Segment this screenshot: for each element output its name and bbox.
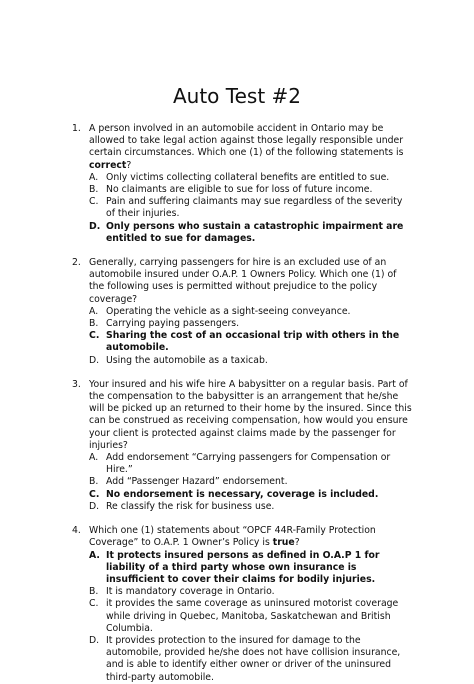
option-a xyxy=(89,452,414,476)
option-text: it provides the same coverage as uninsured motorist coverage while driving in Quebec, Manitoba, Saskatchewan and British Columbia. xyxy=(106,598,399,634)
option-text: It is mandatory coverage in Ontario. xyxy=(106,586,275,598)
option-letter: C. xyxy=(89,196,99,208)
question-text-end: ? xyxy=(126,159,132,171)
option-text: No endorsement is necessary, coverage is included. xyxy=(106,488,379,500)
option-d xyxy=(89,501,414,513)
question-text-part: A person involved in an automobile accident in Ontario may be allowed to take legal action against those legally responsible under certain circumstances. Which one (1) of the following statements is xyxy=(89,123,404,159)
question-keyword: true xyxy=(272,537,295,549)
question-text xyxy=(89,123,414,172)
option-letter: B. xyxy=(89,476,99,488)
option-b xyxy=(89,476,414,488)
option-d-correct xyxy=(89,221,414,245)
question-number: 4. xyxy=(72,525,81,537)
option-letter: D. xyxy=(89,220,101,232)
option-text: Add “Passenger Hazard” endorsement. xyxy=(106,476,288,488)
question-number: 2. xyxy=(72,257,81,269)
option-letter: A. xyxy=(89,549,100,561)
question-text: Your insured and his wife hire A babysitter on a regular basis. Part of the compensation to the babysitter is an arrangement that he/she will be picked up an returned to their home by the insured. Since this can be construed as receiving compensation, how would you ensure your client is protected against claims made by the passenger for injuries? xyxy=(89,378,412,451)
option-text: Using the automobile as a taxicab. xyxy=(106,354,268,366)
option-b xyxy=(89,318,414,330)
option-letter: A. xyxy=(89,452,99,464)
option-list xyxy=(89,306,414,367)
option-letter: C. xyxy=(89,598,99,610)
option-text: Carrying paying passengers. xyxy=(106,318,240,330)
option-c xyxy=(89,598,414,635)
option-text: Pain and suffering claimants may sue regardless of the severity of their injuries. xyxy=(106,196,403,220)
option-letter: D. xyxy=(89,634,100,646)
option-a xyxy=(89,172,414,184)
option-letter: C. xyxy=(89,488,100,500)
option-a-correct xyxy=(89,550,414,587)
option-c-correct xyxy=(89,330,414,354)
option-text: Add endorsement “Carrying passengers for Compensation or Hire.” xyxy=(106,452,391,476)
option-text: Operating the vehicle as a sight-seeing conveyance. xyxy=(106,305,351,317)
option-d xyxy=(89,355,414,367)
question-text-part: Which one (1) statements about “OPCF 44R-Family Protection Coverage” to O.A.P. 1 Owner’s Policy is xyxy=(89,525,376,549)
option-list xyxy=(89,172,414,245)
option-letter: B. xyxy=(89,586,99,598)
option-list xyxy=(89,452,414,513)
option-letter: A. xyxy=(89,171,99,183)
option-c xyxy=(89,196,414,220)
option-letter: B. xyxy=(89,184,99,196)
option-c-correct xyxy=(89,489,414,501)
question-3 xyxy=(72,379,414,513)
question-text-end: ? xyxy=(294,537,300,549)
option-d xyxy=(89,635,414,684)
option-letter: A. xyxy=(89,305,99,317)
question-4 xyxy=(72,525,414,684)
option-text: Sharing the cost of an occasional trip with others in the automobile. xyxy=(106,330,400,354)
question-list xyxy=(72,123,414,684)
question-text: Generally, carrying passengers for hire is an excluded use of an automobile insured under O.A.P. 1 Owners Policy. Which one (1) of the following uses is permitted without prejudice to the policy coverage? xyxy=(89,257,397,305)
option-text: It protects insured persons as defined in O.A.P 1 for liability of a third party whose own insurance is insufficient to cover their claims for bodily injuries. xyxy=(106,549,380,585)
page-title: Auto Test #2 xyxy=(172,84,302,108)
question-2 xyxy=(72,257,414,367)
question-number: 3. xyxy=(72,378,81,390)
question-number: 1. xyxy=(72,123,81,134)
option-text: Only persons who sustain a catastrophic impairment are entitled to sue for damages. xyxy=(106,220,404,244)
question-keyword: correct xyxy=(89,159,127,171)
option-a xyxy=(89,306,414,318)
option-text: No claimants are eligible to sue for loss of future income. xyxy=(106,184,373,196)
option-letter: D. xyxy=(89,354,100,366)
option-text: Re classify the risk for business use. xyxy=(106,500,275,512)
option-list xyxy=(89,550,414,684)
question-1 xyxy=(72,123,414,245)
question-text xyxy=(89,525,414,549)
option-letter: D. xyxy=(89,500,100,512)
option-letter: B. xyxy=(89,318,99,330)
option-text: Only victims collecting collateral benefits are entitled to sue. xyxy=(106,171,390,183)
option-b xyxy=(89,586,414,598)
option-text: It provides protection to the insured for damage to the automobile, provided he/she does not have collision insurance, and is able to identify either owner or driver of the uninsured third-party automobile. xyxy=(106,634,401,683)
option-b xyxy=(89,184,414,196)
option-letter: C. xyxy=(89,330,100,342)
